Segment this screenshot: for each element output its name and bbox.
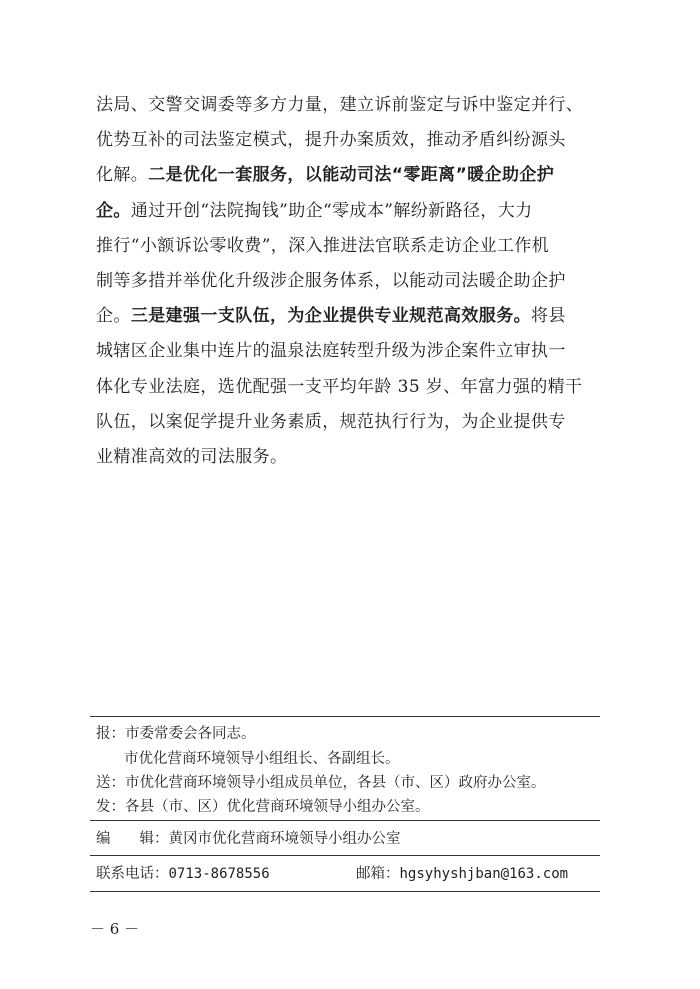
footer-divider-rule <box>90 855 600 856</box>
body-text-segment: 通过开创“法院掏钱”助企“零成本”解纷新路径，大力 <box>130 200 533 221</box>
body-line <box>96 405 606 440</box>
body-text-segment: 城辖区企业集中连片的温泉法庭转型升级为涉企案件立审执一 <box>96 341 566 362</box>
body-line <box>96 370 606 405</box>
body-text-segment: 体化专业法庭，选优配强一支平均年龄 35 岁、年富力强的精干 <box>96 376 583 397</box>
body-line <box>96 194 606 229</box>
body-text-segment: 推行“小额诉讼零收费”，深入推进法官联系走访企业工作机 <box>96 235 550 256</box>
phone-label: 联系电话： <box>96 866 169 882</box>
body-line <box>96 264 606 299</box>
editor-label: 编 辑： <box>96 831 169 847</box>
email-label: 邮箱： <box>356 866 400 882</box>
body-text-segment: 优势互补的司法鉴定模式，提升办案质效，推动矛盾纠纷源头 <box>96 130 566 151</box>
body-text-segment: 将县 <box>531 306 566 327</box>
body-text-segment: 化解。 <box>96 165 149 186</box>
bold-heading-text: 三是建强一支队伍，为企业提供专业规范高效服务。 <box>130 306 532 327</box>
email-value: hgsyhyshjban@163.com <box>399 866 569 882</box>
footer-mid-rule <box>90 820 600 821</box>
body-text-segment: 队伍，以案促学提升业务素质，规范执行行为，为企业提供专 <box>96 411 566 432</box>
body-paragraph <box>96 88 606 475</box>
body-line <box>96 123 606 158</box>
footer-top-rule <box>90 716 600 717</box>
email-line <box>356 864 568 884</box>
page-number: － 6 － <box>90 920 140 938</box>
editor-value: 黄冈市优化营商环境领导小组办公室 <box>168 831 401 847</box>
contact-line <box>96 864 270 884</box>
editor-line <box>96 829 401 849</box>
issue-line: 发：各县（市、区）优化营商环境领导小组办公室。 <box>96 799 430 815</box>
send-line: 送：市优化营商环境领导小组成员单位，各县（市、区）政府办公室。 <box>96 775 546 791</box>
body-line <box>96 158 606 193</box>
report-line-1: 报：市委常委会各同志。 <box>96 726 256 742</box>
bold-heading-text: 企。 <box>96 200 131 221</box>
body-line <box>96 334 606 369</box>
phone-value: 0713-8678556 <box>168 866 270 882</box>
body-text-segment: 制等多措并举优化升级涉企服务体系，以能动司法暖企助企护 <box>96 270 566 291</box>
body-line <box>96 88 606 123</box>
body-line <box>96 229 606 264</box>
footer-bottom-rule <box>90 891 600 892</box>
report-line-2: 市优化营商环境领导小组组长、各副组长。 <box>124 751 400 767</box>
body-text-segment: 法局、交警交调委等多方力量，建立诉前鉴定与诉中鉴定并行、 <box>96 95 584 115</box>
body-text-segment: 企。 <box>96 306 131 327</box>
body-line <box>96 440 606 475</box>
body-text-segment: 业精准高效的司法服务。 <box>96 446 288 467</box>
bold-heading-text: 二是优化一套服务，以能动司法“零距离”暖企助企护 <box>148 165 555 186</box>
body-line <box>96 299 606 334</box>
